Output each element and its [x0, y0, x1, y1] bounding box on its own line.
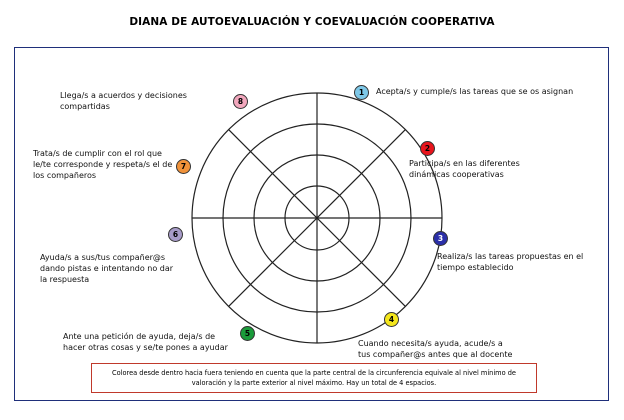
criterion-text-1: Acepta/s y cumple/s las tareas que se os asignan: [376, 87, 574, 96]
criterion-text-4: Cuando necesita/s ayuda, acude/s a tus compañer@s antes que al docente: [358, 339, 513, 359]
criterion-badge-4: 4: [384, 312, 399, 327]
criterion-text-8: Llega/s a acuerdos y decisiones compartidas: [60, 91, 187, 111]
criterion-text-7: Trata/s de cumplir con el rol que le/te corresponde y respeta/s el de los compañeros: [33, 149, 173, 180]
criterion-text-6: Ayuda/s a sus/tus compañer@s dando pistas e intentando no dar la respuesta: [40, 253, 174, 284]
criterion-badge-3: 3: [433, 231, 448, 246]
criterion-text-3: Realiza/s las tareas propuestas en el tiempo establecido: [437, 252, 584, 272]
criterion-text-5: Ante una petición de ayuda, deja/s de hacer otras cosas y se/te pones a ayudar: [63, 332, 228, 352]
criterion-badge-7: 7: [176, 159, 191, 174]
instructions-note: Colorea desde dentro hacia fuera teniendo en cuenta que la parte central de la circunferencia equivale al nivel mínimo de valoración y la parte exterior al nivel máximo. Hay un total de 4 espacios.: [91, 363, 537, 393]
criterion-text-2: Participa/s en las diferentes dinámicas cooperativas: [409, 159, 520, 179]
page-title: DIANA DE AUTOEVALUACIÓN Y COEVALUACIÓN COOPERATIVA: [129, 16, 495, 28]
criterion-badge-8: 8: [233, 94, 248, 109]
criterion-badge-5: 5: [240, 326, 255, 341]
criterion-badge-6: 6: [168, 227, 183, 242]
criterion-badge-2: 2: [420, 141, 435, 156]
criterion-badge-1: 1: [354, 85, 369, 100]
